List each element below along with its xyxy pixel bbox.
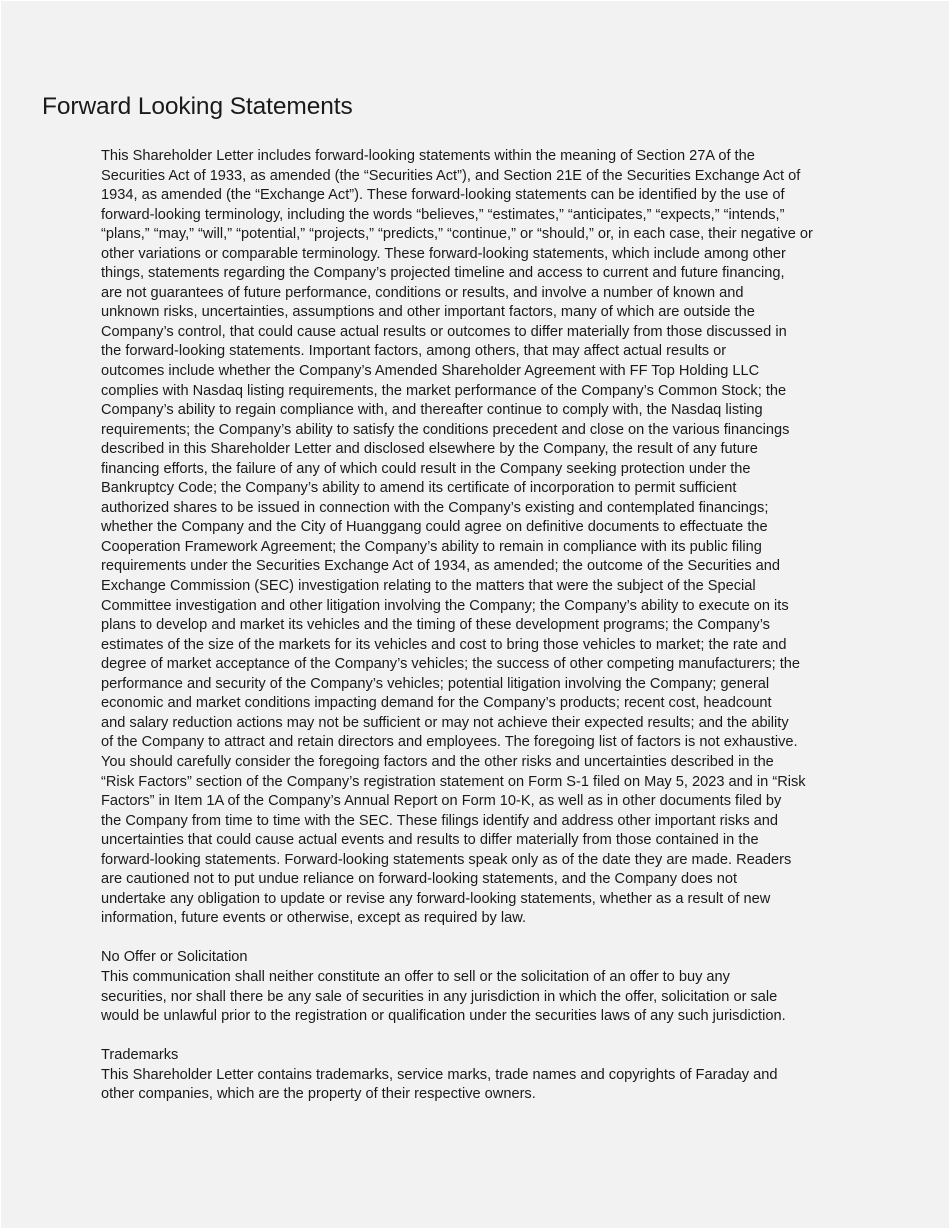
forward-looking-line: other variations or comparable terminology. These forward-looking statements, which include among other (101, 245, 786, 262)
trademarks-paragraph (101, 1066, 885, 1105)
forward-looking-line: unknown risks, uncertainties, assumptions and other important factors, many of which are outside the (101, 304, 755, 321)
forward-looking-line: “Risk Factors” section of the Company’s registration statement on Form S-1 filed on May 5, 2023 and in “Risk (101, 773, 806, 790)
paragraph-gap (101, 929, 885, 949)
no-offer-line: would be unlawful prior to the registration or qualification under the securities laws of any such jurisdiction. (101, 1008, 786, 1025)
forward-looking-line: financing efforts, the failure of any of which could result in the Company seeking protection under the (101, 460, 751, 477)
forward-looking-line: forward-looking terminology, including the words “believes,” “estimates,” “anticipates,” “expects,” “intends,” (101, 206, 785, 223)
no-offer-section (101, 948, 885, 1026)
forward-looking-line: forward-looking statements. Forward-looking statements speak only as of the date they are made. Readers (101, 851, 792, 868)
no-offer-paragraph (101, 968, 885, 1027)
forward-looking-line: requirements; the Company’s ability to satisfy the conditions precedent and close on the various financings (101, 421, 790, 438)
forward-looking-line: complies with Nasdaq listing requirements, the market performance of the Company’s Common Stock; the (101, 382, 787, 399)
forward-looking-line: “plans,” “may,” “will,” “potential,” “projects,” “predicts,” “continue,” or “should,” or, in each case, their negative or (101, 226, 813, 243)
page-title: Forward Looking Statements (42, 93, 353, 120)
forward-looking-line: are not guarantees of future performance, conditions or results, and involve a number of known and (101, 284, 744, 301)
forward-looking-line: are cautioned not to put undue reliance on forward-looking statements, and the Company does not (101, 871, 738, 888)
forward-looking-line: 1934, as amended (the “Exchange Act”). These forward-looking statements can be identified by the use of (101, 187, 785, 204)
forward-looking-line: Committee investigation and other litigation involving the Company; the Company’s ability to execute on its (101, 597, 789, 614)
forward-looking-line: undertake any obligation to update or revise any forward-looking statements, whether as a result of new (101, 890, 771, 907)
forward-looking-line: degree of market acceptance of the Company’s vehicles; the success of other competing manufacturers; the (101, 656, 800, 673)
trademarks-line: other companies, which are the property of their respective owners. (101, 1086, 536, 1103)
forward-looking-line: Securities Act of 1933, as amended (the “Securities Act”), and Section 21E of the Securities Exchange Act of (101, 167, 801, 184)
forward-looking-line: plans to develop and market its vehicles and the timing of these development programs; the Company’s (101, 617, 770, 634)
trademarks-section (101, 1046, 885, 1105)
trademarks-title: Trademarks (101, 1047, 179, 1064)
forward-looking-line: and salary reduction actions may not be sufficient or may not achieve their expected results; and the ability (101, 714, 789, 731)
forward-looking-line: requirements under the Securities Exchange Act of 1934, as amended; the outcome of the Securities and (101, 558, 781, 575)
paragraph-gap (101, 1027, 885, 1047)
forward-looking-line: uncertainties that could cause actual events and results to differ materially from those contained in the (101, 832, 759, 849)
forward-looking-line: information, future events or otherwise, except as required by law. (101, 910, 527, 927)
no-offer-line: This communication shall neither constitute an offer to sell or the solicitation of an offer to buy any (101, 968, 730, 985)
forward-looking-line: economic and market conditions impacting demand for the Company’s products; recent cost, headcount (101, 695, 772, 712)
forward-looking-line: things, statements regarding the Company’s projected timeline and access to current and future financing, (101, 265, 785, 282)
forward-looking-line: authorized shares to be issued in connection with the Company’s existing and contemplated financings; (101, 499, 769, 516)
forward-looking-line: whether the Company and the City of Huanggang could agree on definitive documents to effectuate the (101, 519, 768, 536)
forward-looking-line: Company’s control, that could cause actual results or outcomes to differ materially from those discussed in (101, 323, 787, 340)
forward-looking-line: Bankruptcy Code; the Company’s ability to amend its certificate of incorporation to permit sufficient (101, 480, 737, 497)
document-page (1, 1, 949, 1228)
document-body (101, 147, 885, 1105)
no-offer-line: securities, nor shall there be any sale of securities in any jurisdiction in which the offer, solicitation or sale (101, 988, 778, 1005)
forward-looking-line: described in this Shareholder Letter and disclosed elsewhere by the Company, the result of any future (101, 441, 758, 458)
forward-looking-line: the Company from time to time with the SEC. These filings identify and address other important risks and (101, 812, 779, 829)
forward-looking-line: outcomes include whether the Company’s Amended Shareholder Agreement with FF Top Holding LLC (101, 363, 760, 380)
no-offer-title: No Offer or Solicitation (101, 949, 248, 966)
forward-looking-line: the forward-looking statements. Important factors, among others, that may affect actual results or (101, 343, 727, 360)
forward-looking-line: Cooperation Framework Agreement; the Company’s ability to remain in compliance with its public filing (101, 538, 762, 555)
forward-looking-line: Factors” in Item 1A of the Company’s Annual Report on Form 10-K, as well as in other documents filed by (101, 793, 782, 810)
forward-looking-line: Company’s ability to regain compliance with, and thereafter continue to comply with, the Nasdaq listing (101, 402, 763, 419)
forward-looking-paragraph (101, 147, 885, 929)
forward-looking-line: Exchange Commission (SEC) investigation relating to the matters that were the subject of the Special (101, 578, 756, 595)
forward-looking-line: of the Company to attract and retain directors and employees. The foregoing list of factors is not exhaustive. (101, 734, 798, 751)
forward-looking-line: performance and security of the Company’s vehicles; potential litigation involving the Company; general (101, 675, 770, 692)
forward-looking-line: This Shareholder Letter includes forward-looking statements within the meaning of Section 27A of the (101, 148, 755, 164)
forward-looking-line: estimates of the size of the markets for its vehicles and cost to bring those vehicles to market; the rate and (101, 636, 787, 653)
forward-looking-line: You should carefully consider the foregoing factors and the other risks and uncertainties described in the (101, 753, 774, 770)
trademarks-line: This Shareholder Letter contains trademarks, service marks, trade names and copyrights of Faraday and (101, 1066, 778, 1083)
